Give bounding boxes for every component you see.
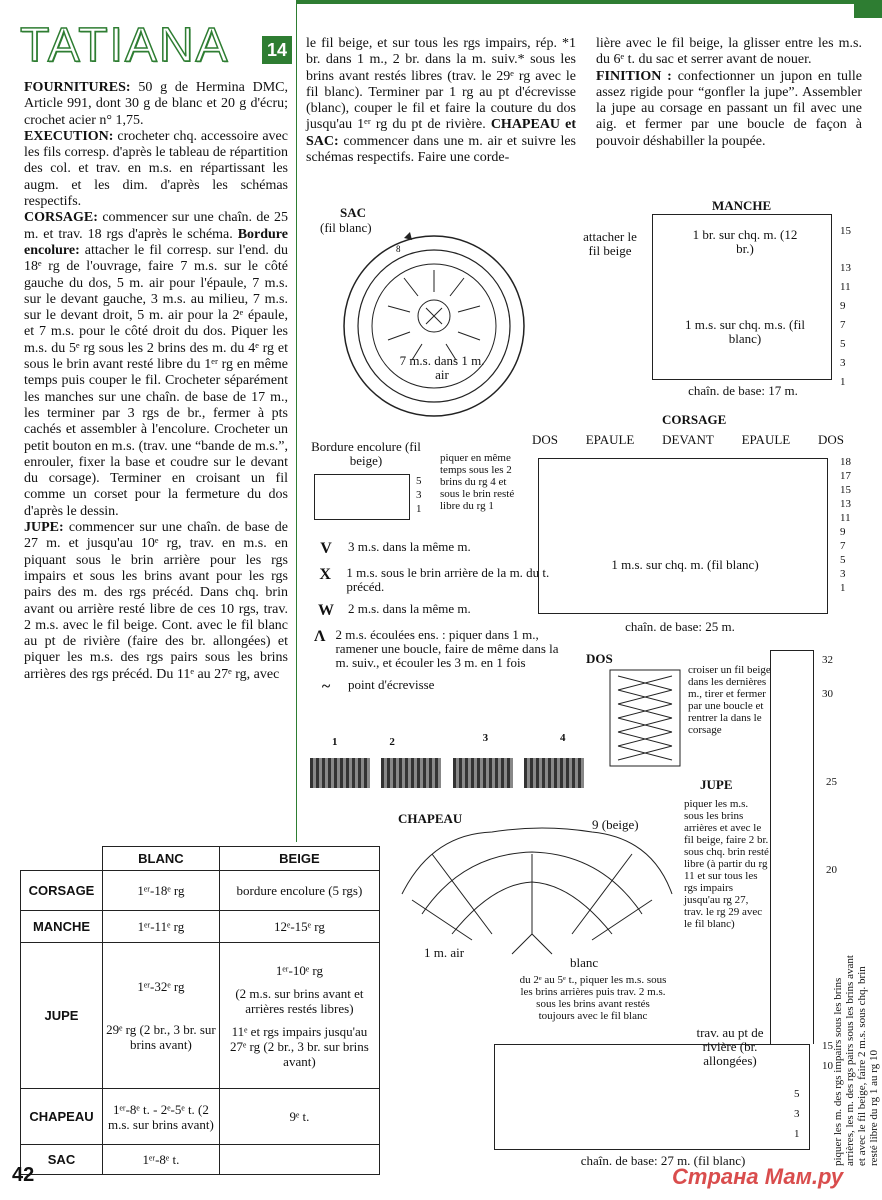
pattern-number: 14 — [262, 36, 292, 64]
corsage-paragraph: CORSAGE: commencer sur une chaîn. de 25 m. et trav. 18 rgs d'après le schéma. Bordure encolure: attacher le fil corresp. sur l'end. du 18ᵉ rg de l'ouvrage, faire 7 m.s. sur le côté gauche du dos, 5 m. air pour l'épaule, 7 m.s. sur le devant gauche, 3 m.s. au milieu, 7 m.s. sur le devant droit, 5 m. air pour la 2ᵉ épaule, et 7 m.s. pour le côté droit du dos. Piquer les m.s. du 5ᵉ rg sous les 2 brins des m. du 4ᵉ rg et sous le brin avant resté libre du 1ᵉʳ rg en même temps puis couper le fil. Crocheter séparément les manches sur une chaîn. de base de 17 m., les terminer par 3 rgs de br., fermer à pts cachés et assembler à l'encolure. Crocheter un petit bouton en m.s. (trav. une “bande de m.s.”, enrouler, fixer la base et coudre sur le devant du corsage). Terminer en croisant un fil comme un corset pour la fermeture du dos d'après le dessin. — [24, 210, 288, 519]
execution-paragraph: EXECUTION: crocheter chq. accessoire avec les fils corresp. d'après le tableau de répartition des col. et trav. en m.s. en répartissant les augm. et les dim. d'après les schémas respectifs. — [24, 128, 288, 210]
chapeau-blanc-label: blanc — [570, 955, 599, 970]
fournitures-paragraph: FOURNITURES: 50 g de Hermina DMC, Article 991, dont 30 g de blanc et 20 g d'écru; crochet acier n° 1,75. — [24, 80, 288, 128]
table-row: SAC 1ᵉʳ-8ᵉ t. — [21, 1145, 380, 1175]
bordure-note: piquer en même temps sous les 2 brins du rg 4 et sous le brin resté libre du rg 1 — [440, 452, 515, 512]
color-distribution-table — [20, 846, 380, 1175]
step-illustration: 4 — [524, 736, 586, 800]
corsage-title: CORSAGE — [662, 412, 727, 427]
jupe-title: JUPE — [700, 777, 733, 792]
legend-item: Λ 2 m.s. écoulées ens. : piquer dans 1 m., ramener une boucle, faire de même dans la m. suiv., et écouler les 3 m. en 1 fois — [314, 627, 559, 670]
sac-cord-paragraph: lière avec le fil beige, la glisser entre les m.s. du 6ᵉ t. du sac et serrer avant de nouer. — [596, 36, 862, 68]
step-illustration: 2 — [381, 736, 443, 800]
table-row: JUPE 1ᵉʳ-32ᵉ rg 29ᵉ rg (2 br., 3 br. sur brins avant) 1ᵉʳ-10ᵉ rg (2 m.s. sur brins avant et arrières restés libres) 11ᵉ et rgs impairs jusqu'au 27ᵉ rg (2 br., 3 br. sur brins avant) — [21, 943, 380, 1089]
bordure-schema — [314, 474, 410, 520]
jupe-row-5: 5 — [794, 1088, 800, 1100]
symbol-legend — [314, 540, 574, 696]
manche-title: MANCHE — [712, 198, 772, 213]
dos-note: croiser un fil beige dans les dernières m., tirer et fermer par une boucle et rentrer la dans le corsage — [688, 664, 771, 736]
instructions-column-1 — [24, 80, 288, 683]
bordure-row-numbers: 5 3 1 — [416, 475, 422, 515]
table-row: MANCHE 1ᵉʳ-11ᵉ rg 12ᵉ-15ᵉ rg — [21, 911, 380, 943]
jupe-paragraph: JUPE: commencer sur une chaîn. de base de 27 m. et jusqu'au 10ᵉ rg, trav. en m.s. en piquant sous le brin arrière pour les rgs impairs et sous les brins avant pour les rgs pairs des m. des rgs précéd. Dans chq. brin avant ou arrière resté libre de ces 10 rgs, trav. 2 m.s. avec le fil beige. Cont. avec le fil blanc au pt de rivière (faire des br. allongées) et piquer les m.s. des rgs pairs sous les brins arrières des rgs précéd. Du 11ᵉ au 27ᵉ rg, avec — [24, 520, 288, 682]
jupe-row-30: 30 — [822, 688, 833, 700]
page-number: 42 — [12, 1164, 35, 1186]
sac-subtitle: (fil blanc) — [320, 220, 372, 235]
corsage-mid-label: 1 m.s. sur chq. m. (fil blanc) — [611, 557, 759, 572]
chapeau-title: CHAPEAU — [398, 811, 463, 826]
jupe-vertical-note: piquer les m. des rgs impairs sous les brins arrières, les m. des rgs pairs sous les brins avant et avec le fil beige, faire 2 m.s. sous chq. brin resté libre du rg 1 au rg 10 — [832, 955, 880, 1166]
jupe-base-label: chaîn. de base: 27 m. (fil blanc) — [580, 1153, 746, 1168]
legend-item: V 3 m.s. dans la même m. — [314, 540, 574, 558]
dos-lacing-diagram — [606, 666, 684, 770]
table-row: CORSAGE 1ᵉʳ-18ᵉ rg bordure encolure (5 rgs) — [21, 871, 380, 911]
corsage-row-numbers: 18 17 15 13 11 9 7 5 3 1 — [840, 456, 851, 594]
svg-text:8: 8 — [396, 244, 401, 254]
chapeau-beige-round: 9 — [592, 817, 599, 832]
column-divider — [296, 0, 297, 842]
dos-title: DOS — [586, 651, 613, 666]
table-header-beige: BEIGE — [219, 847, 379, 871]
jupe-note: piquer les m.s. sous les brins arrières et avec le fil beige, faire 2 br. sous chq. brin resté libre (à partir du rg 11 et sur tous les rgs impairs jusqu'au rg 27, trav. le rg 29 avec le fil blanc) — [684, 798, 769, 930]
chapeau-air-label: 1 m. air — [424, 945, 465, 960]
legend-item: X 1 m.s. sous le brin arrière de la m. du t. précéd. — [314, 566, 574, 594]
jupe-row-3: 3 — [794, 1108, 800, 1120]
reverse-sc-symbol-icon: ~ — [321, 678, 331, 695]
instructions-column-3 — [596, 36, 862, 150]
corsage-schema — [538, 458, 828, 614]
manche-mid-label: 1 m.s. sur chq. m.s. (fil blanc) — [685, 317, 805, 346]
jupe-side-schema — [770, 650, 814, 1044]
watermark: Страна Мам.ру — [672, 1164, 844, 1189]
chapeau-beige-label: 9 (beige) — [592, 817, 639, 832]
corner-accent — [854, 0, 882, 18]
step-illustrations — [310, 732, 586, 800]
top-accent-bar — [296, 0, 882, 4]
jupe-continued-paragraph: le fil beige, et sur tous les rgs impairs, rép. *1 br. dans 1 m., 2 br. dans la m. suiv.* sous les brins avant restés libres (trav. le 29ᵉ rg avec le fil blanc). Terminer par 1 rg au pt d'écrevisse (blanc), couper le fil et faire la couture du dos jusqu'au 1ᵉʳ rg du pt de rivière. CHAPEAU et SAC: commencer dans une m. air et suivre les schémas respectifs. Faire une corde- — [306, 36, 576, 166]
finition-paragraph: FINITION : confectionner un jupon en tulle assez rigide pour “gonfler la jupe”. Assembler la jupe au corsage en passant un fil avec une aig. et fermer par une boucle de façon à pouvoir déshabiller la poupée. — [596, 68, 862, 149]
manche-top-label: 1 br. sur chq. m. (12 br.) — [692, 227, 798, 256]
corsage-base-label: chaîn. de base: 25 m. — [625, 619, 735, 634]
legend-item: W 2 m.s. dans la même m. — [314, 602, 574, 620]
jupe-row-25: 25 — [826, 776, 837, 788]
jupe-riviere-label: trav. au pt de rivière (br. allongées) — [696, 1025, 764, 1068]
sc2tog-symbol-icon: Λ — [314, 628, 326, 645]
sac-diagram — [326, 232, 546, 422]
jupe-row-20: 20 — [826, 864, 837, 876]
page-title: TATIANA — [20, 19, 230, 72]
sac-title: SAC — [340, 205, 367, 220]
manche-row-numbers: 15 13 11 9 7 5 3 1 — [840, 225, 851, 388]
jupe-row-15: 15 — [822, 1040, 833, 1052]
sac-center-label: 7 m.s. dans 1 m. air — [399, 353, 485, 382]
jupe-row-10: 10 — [822, 1060, 833, 1072]
corsage-header: DOS EPAULE DEVANT EPAULE DOS — [532, 432, 844, 447]
jupe-row-32: 32 — [822, 654, 833, 666]
instructions-column-2 — [306, 36, 576, 166]
jupe-row-1: 1 — [794, 1128, 800, 1140]
step-illustration: 3 — [453, 736, 515, 800]
manche-attach-label: attacher le fil beige — [583, 229, 637, 258]
back-loop-sc-symbol-icon: X — [319, 566, 331, 583]
table-header-blanc: BLANC — [103, 847, 220, 871]
manche-base-label: chaîn. de base: 17 m. — [688, 383, 798, 398]
chapeau-note: du 2ᵉ au 5ᵉ t., piquer les m.s. sous les brins arrières puis trav. 2 m.s. sous les brins avant restés toujours avec le fil blanc — [519, 974, 667, 1022]
step-illustration: 1 — [310, 736, 372, 800]
bordure-title: Bordure encolure (fil beige) — [311, 439, 421, 468]
legend-item: ~ point d'écrevisse — [314, 678, 574, 696]
three-sc-symbol-icon: V — [320, 540, 332, 557]
table-row: CHAPEAU 1ᵉʳ-8ᵉ t. - 2ᵉ-5ᵉ t. (2 m.s. sur brins avant) 9ᵉ t. — [21, 1089, 380, 1145]
two-sc-symbol-icon: W — [318, 602, 334, 619]
